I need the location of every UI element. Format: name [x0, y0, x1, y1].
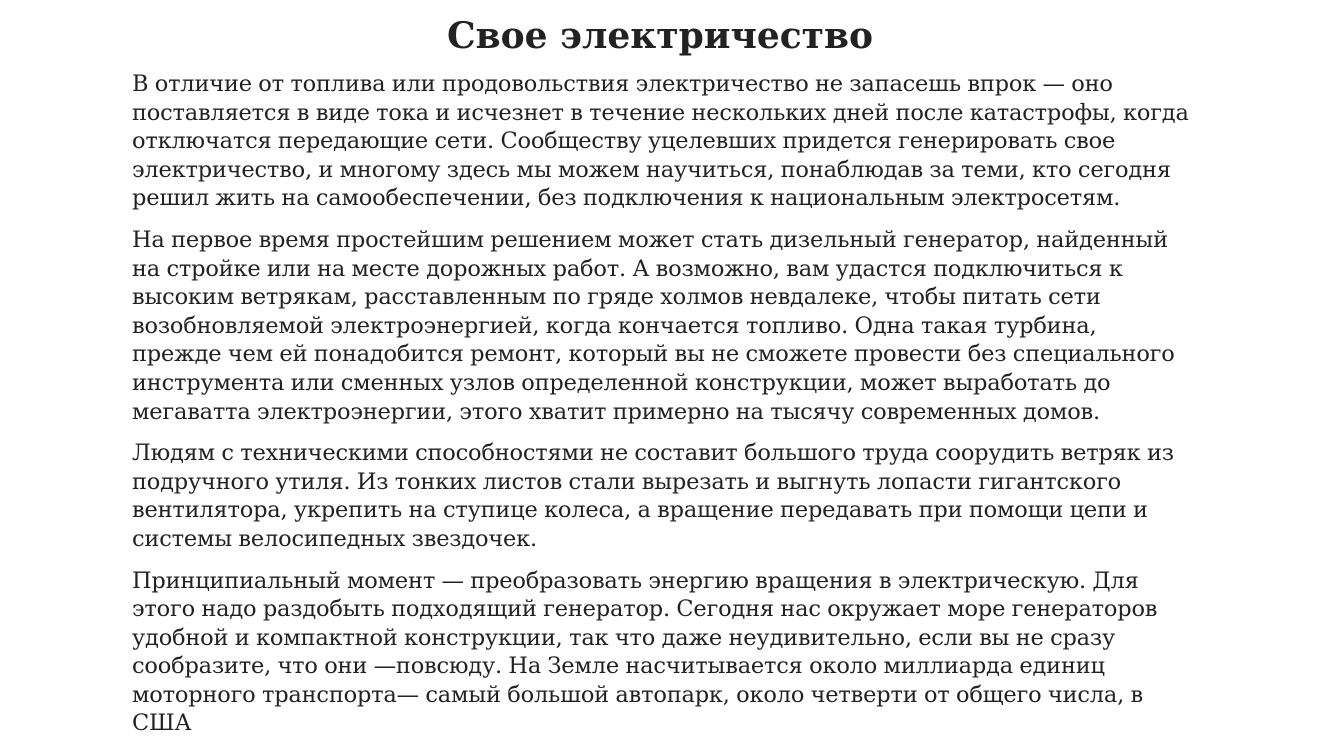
text-line: решил жить на самообеспечении, без подключения к национальным электросетям.	[132, 185, 1121, 212]
text-line: В отличие от топлива или продовольствия электричество не запасешь впрок — оно	[132, 71, 1113, 97]
text-line: Принципиальный момент — преобразовать энергию вращения в электрическую. Для	[132, 567, 1139, 594]
text-line: сообразите, что они —повсюду. На Земле насчитывается около миллиарда единиц	[132, 653, 1105, 680]
text-line: вентилятора, укрепить на ступице колеса, а вращение передавать при помощи цепи и	[132, 497, 1148, 524]
text-line: системы велосипедных звездочек.	[132, 525, 537, 552]
text-line: мегаватта электроэнергии, этого хватит примерно на тысячу современных домов.	[132, 398, 1100, 425]
paragraph-3	[132, 439, 1212, 553]
paragraph-2	[132, 226, 1212, 426]
text-line: инструмента или сменных узлов определенной конструкции, может выработать до	[132, 369, 1111, 396]
paragraph-4	[132, 567, 1212, 739]
text-line: поставляется в виде тока и исчезнет в течение нескольких дней после катастрофы, когда	[132, 99, 1189, 126]
article-body	[132, 70, 1212, 751]
text-line: возобновляемой электроэнергией, когда кончается топливо. Одна такая турбина,	[132, 312, 1097, 339]
text-line: отключатся передающие сети. Сообществу уцелевших придется генерировать свое	[132, 128, 1116, 155]
text-line: высоким ветрякам, расставленным по гряде холмов невдалеке, чтобы питать сети	[132, 284, 1101, 311]
text-line: подручного утиля. Из тонких листов стали вырезать и выгнуть лопасти гигантского	[132, 468, 1122, 495]
text-line: США	[132, 710, 192, 737]
text-line: удобной и компактной конструкции, так что даже неудивительно, если вы не сразу	[132, 624, 1115, 651]
text-line: электричество, и многому здесь мы можем научиться, понаблюдав за теми, кто сегодня	[132, 156, 1171, 183]
text-line: На первое время простейшим решением может стать дизельный генератор, найденный	[132, 226, 1168, 253]
text-line: моторного транспорта— самый большой автопарк, около четверти от общего числа, в	[132, 681, 1143, 708]
text-line: на стройке или на месте дорожных работ. А возможно, вам удастся подключиться к	[132, 255, 1123, 282]
paragraph-1	[132, 70, 1212, 213]
text-line: прежде чем ей понадобится ремонт, который вы не сможете провести без специального	[132, 341, 1175, 368]
page-title: Свое электричество	[446, 15, 873, 57]
text-line: этого надо раздобыть подходящий генератор. Сегодня нас окружает море генераторов	[132, 596, 1158, 623]
text-line: Людям с техническими способностями не составит большого труда соорудить ветряк из	[132, 440, 1174, 467]
